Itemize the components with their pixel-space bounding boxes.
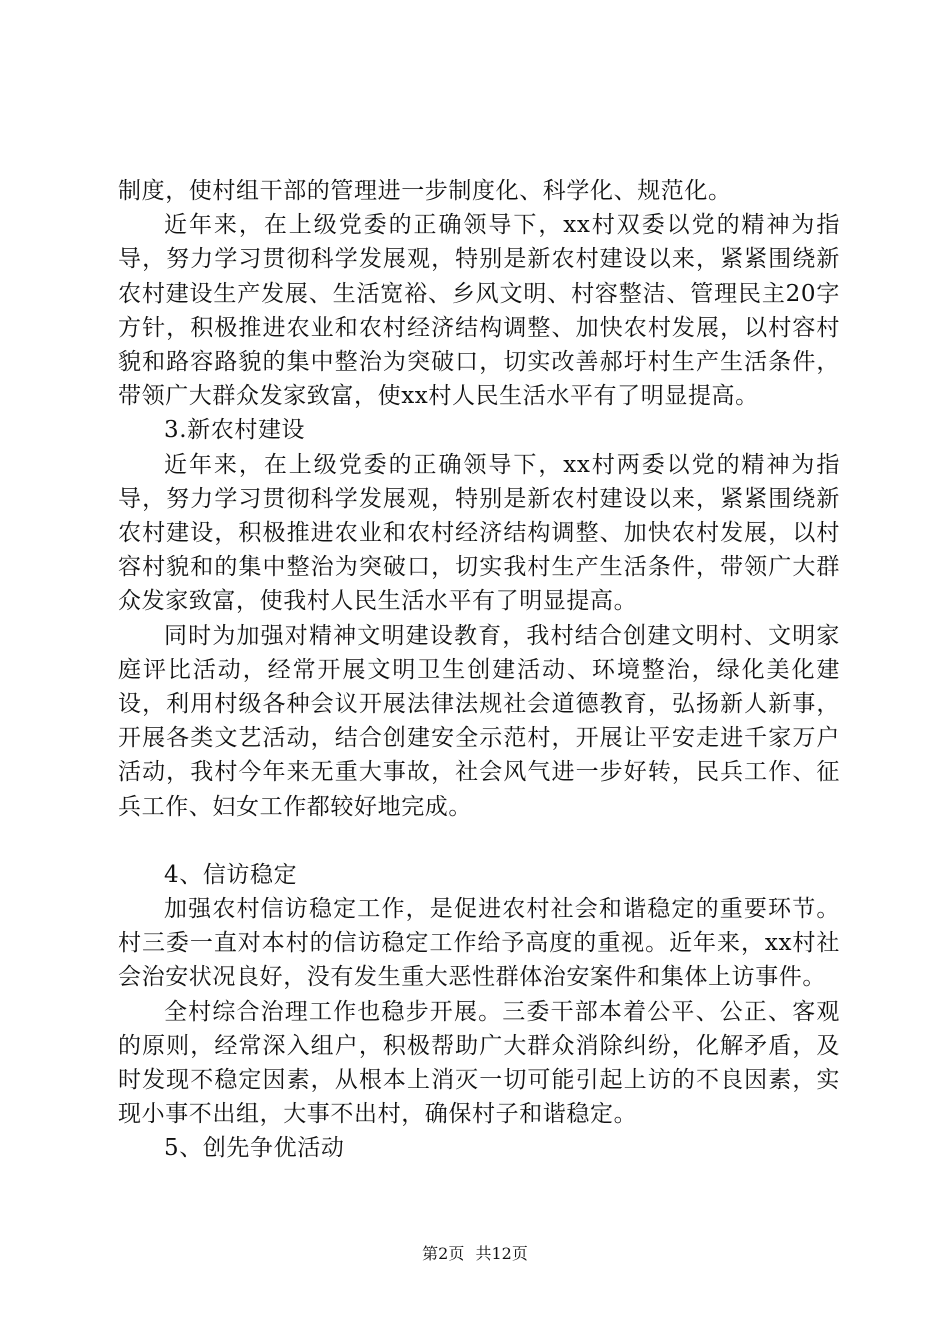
section-heading-petition-stability: 4、信访稳定 <box>164 861 298 888</box>
paragraph-petition-stability: 加强农村信访稳定工作，是促进农村社会和谐稳定的重要环节。村三委一直对本村的信访稳定工作给予高度的重视。近年来，xx村社会治安状况良好，没有发生重大恶性群体治安案件和集体上访事件。 <box>118 896 840 991</box>
page-total: 共12页 <box>475 1244 528 1263</box>
page-footer <box>0 1244 950 1264</box>
paragraph-comprehensive-governance: 全村综合治理工作也稳步开展。三委干部本着公平、公正、客观的原则，经常深入组户，积极帮助广大群众消除纠纷，化解矛盾，及时发现不稳定因素，从根本上消灭一切可能引起上访的不良因素，实现小事不出组，大事不出村，确保村子和谐稳定。 <box>118 998 840 1128</box>
section-heading-excellence-activity: 5、创先争优活动 <box>164 1135 345 1162</box>
section-heading-new-countryside: 3.新农村建设 <box>164 417 306 444</box>
document-body <box>118 174 840 1166</box>
paragraph-new-countryside: 近年来，在上级党委的正确领导下，xx村两委以党的精神为指导，努力学习贯彻科学发展观，特别是新农村建设以来，紧紧围绕新农村建设，积极推进农业和农村经济结构调整、加快农村发展，以村容村貌和的集中整治为突破口，切实我村生产生活条件，带领广大群众发家致富，使我村人民生活水平有了明显提高。 <box>118 451 840 615</box>
paragraph-gap <box>118 824 840 858</box>
paragraph-village-development: 近年来，在上级党委的正确领导下，xx村双委以党的精神为指导，努力学习贯彻科学发展观，特别是新农村建设以来，紧紧围绕新农村建设生产发展、生活宽裕、乡风文明、村容整洁、管理民主20字方针，积极推进农业和农村经济结构调整、加快农村发展，以村容村貌和路容路貌的集中整治为突破口，切实改善郝圩村生产生活条件，带领广大群众发家致富，使xx村人民生活水平有了明显提高。 <box>118 212 840 410</box>
paragraph-spiritual-civilization: 同时为加强对精神文明建设教育，我村结合创建文明村、文明家庭评比活动，经常开展文明卫生创建活动、环境整治，绿化美化建设，利用村级各种会议开展法律法规社会道德教育，弘扬新人新事，开展各类文艺活动，结合创建安全示范村，开展让平安走进千家万户活动，我村今年来无重大事故，社会风气进一步好转，民兵工作、征兵工作、妇女工作都较好地完成。 <box>118 622 840 820</box>
page-number: 第2页 <box>422 1244 465 1263</box>
paragraph-continuation: 制度，使村组干部的管理进一步制度化、科学化、规范化。 <box>118 178 732 204</box>
